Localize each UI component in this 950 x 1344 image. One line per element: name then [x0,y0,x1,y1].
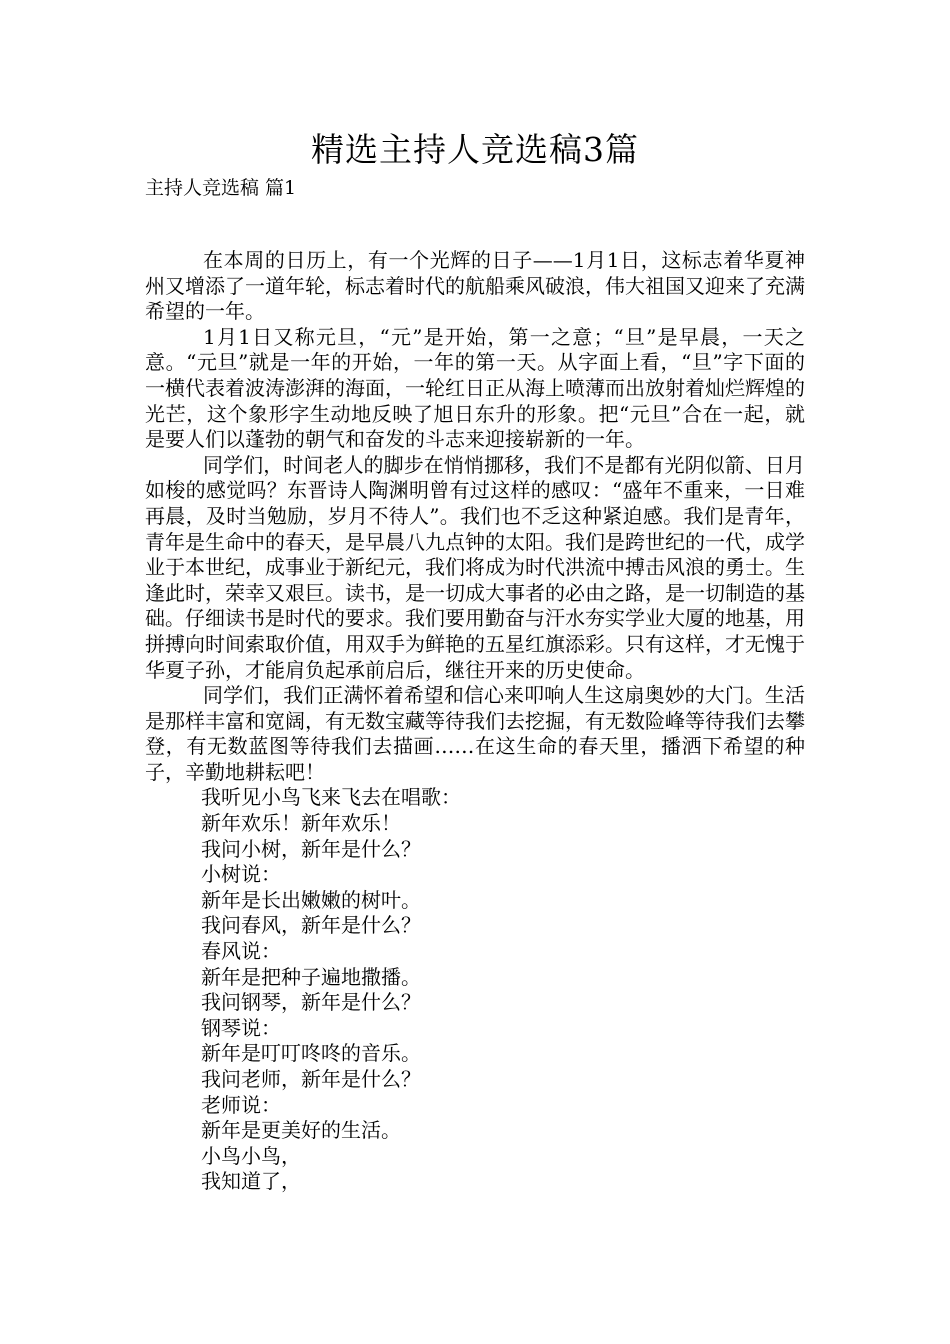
poem-line: 新年是更美好的生活。 [201,1118,401,1143]
poem-line: 我问钢琴，新年是什么？ [201,990,421,1015]
paragraph: 1月1日又称元旦，“元”是开始，第一之意；“旦”是早晨，一天之意。“元旦”就是一年的开始，一年的第一天。从字面上看，“旦”字下面的一横代表着波涛澎湃的海面，一轮红日正从海上喷薄而出放射着灿烂辉煌的光芒，这个象形字生动地反映了旭日东升的形象。把“元旦”合在一起，就是要人们以蓬勃的朝气和奋发的斗志来迎接崭新的一年。 [145,324,805,452]
poem-line: 春风说： [201,939,281,964]
section-heading: 主持人竞选稿 篇1 [145,177,297,199]
poem-line: 钢琴说： [201,1015,281,1040]
poem-line: 我知道了， [201,1169,301,1194]
poem-line: 小鸟小鸟， [201,1143,301,1168]
poem-line: 老师说： [201,1092,281,1117]
document-title: 精选主持人竞选稿3篇 [311,130,639,169]
poem-line: 新年欢乐！新年欢乐！ [201,811,401,836]
paragraph: 在本周的日历上，有一个光辉的日子——1月1日，这标志着华夏神州又增添了一道年轮，标志着时代的航船乘风破浪，伟大祖国又迎来了充满希望的一年。 [145,248,805,324]
poem-line: 新年是长出嫩嫩的树叶。 [201,887,421,912]
poem-line: 我问老师，新年是什么？ [201,1067,421,1091]
poem-line: 我听见小鸟飞来飞去在唱歌： [201,785,461,810]
poem-line: 我问小树，新年是什么？ [201,836,421,861]
poem-line: 我问春风，新年是什么？ [201,913,421,938]
poem [145,785,805,1195]
poem-line: 新年是把种子遍地撒播。 [201,964,421,989]
poem-line: 小树说： [201,862,281,887]
poem-line: 新年是叮叮咚咚的音乐。 [201,1041,421,1066]
document-body [145,248,805,1195]
paragraph: 同学们，我们正满怀着希望和信心来叩响人生这扇奥妙的大门。生活是那样丰富和宽阔，有无数宝藏等待我们去挖掘，有无数险峰等待我们去攀登，有无数蓝图等待我们去描画……在这生命的春天里，播洒下希望的种子，辛勤地耕耘吧！ [145,683,805,784]
paragraph: 同学们，时间老人的脚步在悄悄挪移，我们不是都有光阴似箭、日月如梭的感觉吗？东晋诗人陶渊明曾有过这样的感叹：“盛年不重来，一日难再晨，及时当勉励，岁月不待人”。我们也不乏这种紧迫感。我们是青年，青年是生命中的春天，是早晨八九点钟的太阳。我们是跨世纪的一代，成学业于本世纪，成事业于新纪元，我们将成为时代洪流中搏击风浪的勇士。生逢此时，荣幸又艰巨。读书，是一切成大事者的必由之路，是一切制造的基础。仔细读书是时代的要求。我们要用勤奋与汗水夯实学业大厦的地基，用拼搏向时间索取价值，用双手为鲜艳的五星红旗添彩。只有这样，才无愧于华夏子孙，才能肩负起承前启后，继往开来的历史使命。 [145,452,805,682]
